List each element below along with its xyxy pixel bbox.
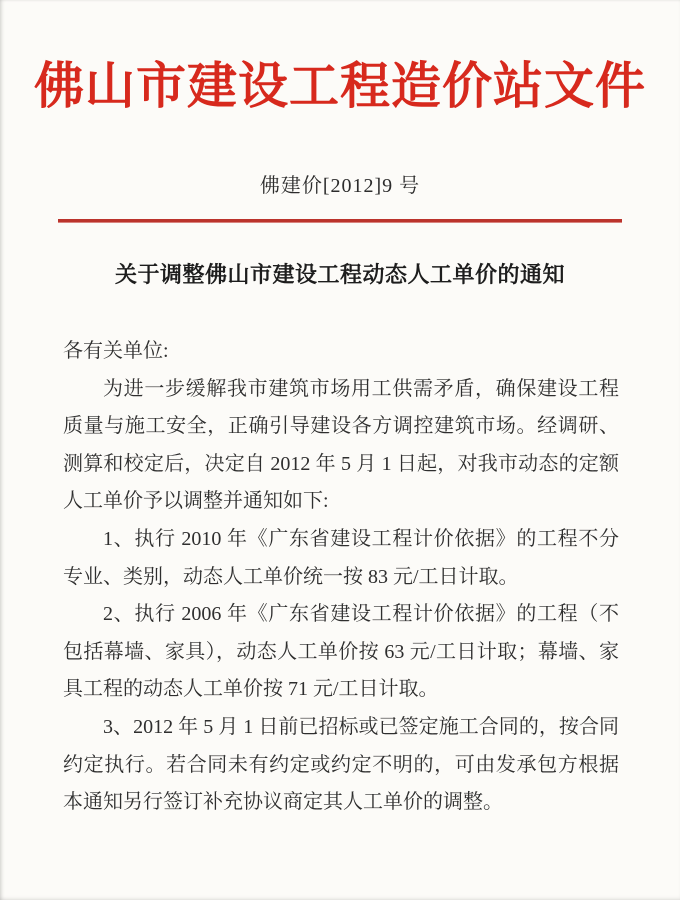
agency-letterhead-title: 佛山市建设工程造价站文件 bbox=[34, 58, 646, 114]
salutation-line: 各有关单位: bbox=[63, 340, 169, 362]
body-paragraph-item-1: 1、执行 2010 年《广东省建设工程计价依据》的工程不分专业、类别，动态人工单价统一按 83 元/工日计取。 bbox=[63, 527, 619, 588]
notice-body bbox=[63, 333, 619, 822]
document-reference-number: 佛建价[2012]9 号 bbox=[259, 175, 421, 197]
red-divider-line bbox=[58, 219, 622, 223]
notice-title: 关于调整佛山市建设工程动态人工单价的通知 bbox=[114, 262, 565, 287]
body-paragraph-item-3: 3、2012 年 5 月 1 日前已招标或已签定施工合同的，按合同约定执行。若合同未有约定或约定不明的，可由发承包方根据本通知另行签订补充协议商定其人工单价的调整。 bbox=[63, 715, 619, 814]
body-paragraph-intro: 为进一步缓解我市建筑市场用工供需矛盾，确保建设工程质量与施工安全，正确引导建设各方调控建筑市场。经调研、测算和校定后，决定自 2012 年 5 月 1 日起，对我市动态的定额人工单价予以调整并通知如下: bbox=[63, 377, 619, 513]
body-paragraph-item-2: 2、执行 2006 年《广东省建设工程计价依据》的工程（不包括幕墙、家具），动态人工单价按 63 元/工日计取；幕墙、家具工程的动态人工单价按 71 元/工日计取。 bbox=[63, 603, 619, 701]
